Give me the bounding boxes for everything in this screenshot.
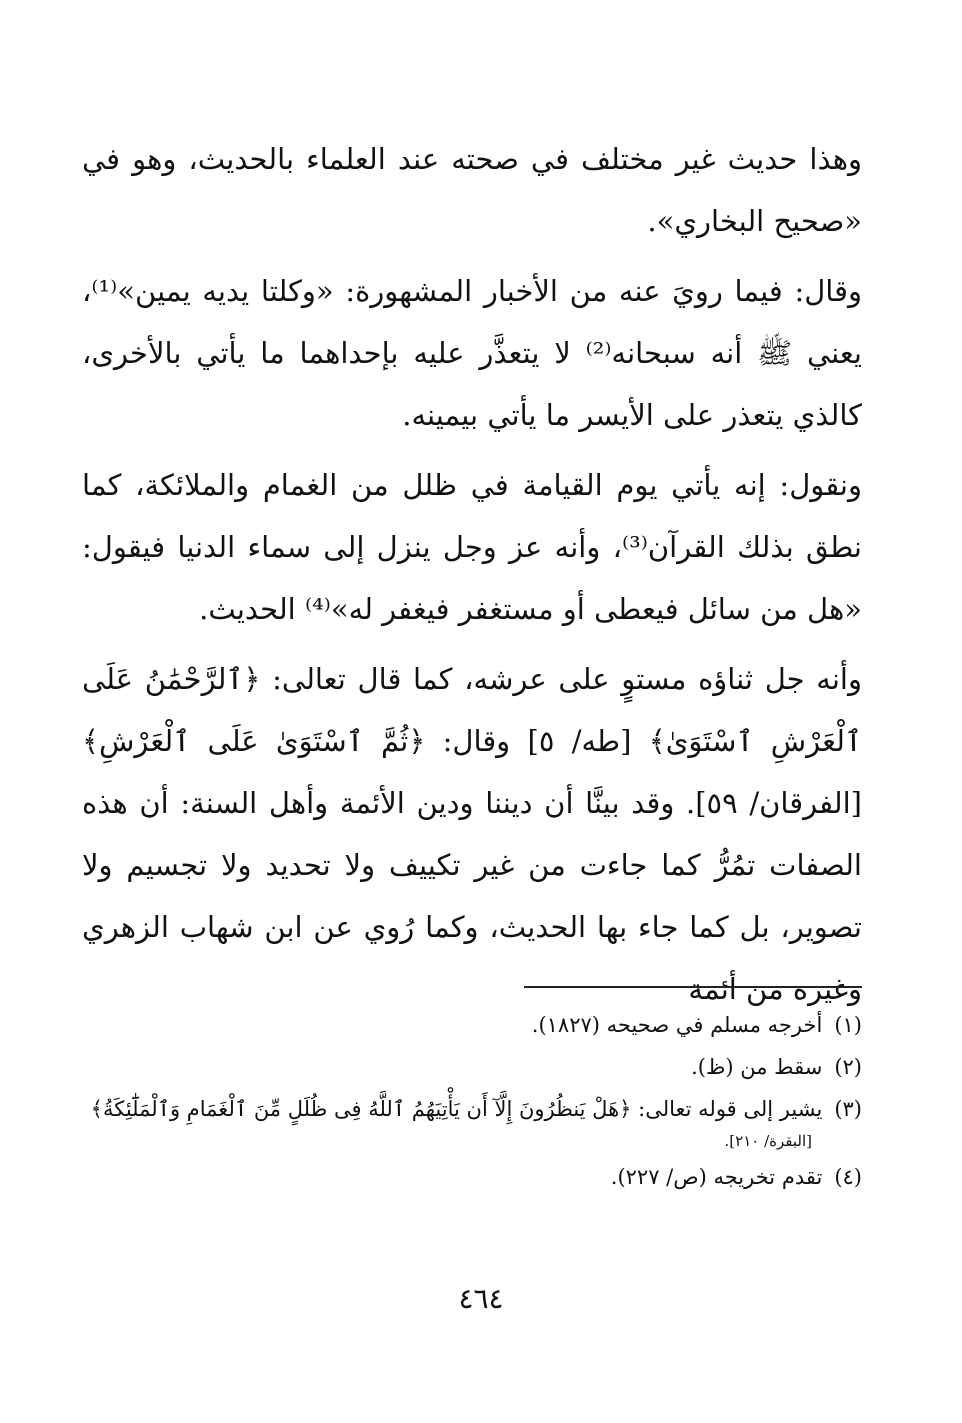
footnote-divider — [524, 986, 862, 988]
footnote-2 — [82, 1048, 862, 1086]
footnote-text: تقدم تخريجه (ص/ ٢٢٧). — [610, 1165, 823, 1189]
paragraph-4: وأنه جل ثناؤه مستوٍ على عرشه، كما قال تعالى: ﴿ٱلرَّحْمَٰنُ عَلَى ٱلْعَرْشِ ٱسْتَوَىٰ﴾ [طه/ ٥] وقال: ﴿ثُمَّ ٱسْتَوَىٰ عَلَى ٱلْعَرْشِ﴾ [الفرقان/ ٥٩]. وقد بينَّا أن ديننا ودين الأئمة وأهل السنة: أن هذه الصفات تمُرُّ كما جاءت من غير تكييف ولا تحديد ولا تجسيم ولا تصوير، بل كما جاء بها الحديث، وكما رُوي عن ابن شهاب الزهري وغيره من أئمة — [82, 662, 862, 1006]
page-number: ٤٦٤ — [458, 1282, 504, 1315]
footnote-4 — [82, 1158, 862, 1196]
paragraph-2: وقال: فيما رويَ عنه من الأخبار المشهورة: «وكلتا يديه يمين»⁽¹⁾، يعني ﷺ أنه سبحانه⁽²⁾ لا يتعذَّر عليه بإحداهما ما يأتي بالأخرى، كالذي يتعذر على الأيسر ما يأتي بيمينه. — [82, 274, 862, 432]
footnote-number: (٤) — [834, 1165, 862, 1189]
footnote-1 — [82, 1006, 862, 1044]
footnote-number: (٣) — [834, 1097, 862, 1121]
paragraph-1: وهذا حديث غير مختلف في صحته عند العلماء بالحديث، وهو في «صحيح البخاري». — [82, 142, 862, 238]
footnote-number: (١) — [834, 1013, 862, 1037]
footnote-text: سقط من (ظ). — [691, 1055, 823, 1079]
footnote-number: (٢) — [834, 1055, 862, 1079]
footnote-reference: [البقرة/ ٢١٠]. — [724, 1132, 812, 1150]
footnotes — [82, 1006, 862, 1200]
paragraph-3: ونقول: إنه يأتي يوم القيامة في ظلل من الغمام والملائكة، كما نطق بذلك القرآن⁽³⁾، وأنه عز وجل ينزل إلى سماء الدنيا فيقول: «هل من سائل فيعطى أو مستغفر فيغفر له»⁽⁴⁾ الحديث. — [82, 468, 862, 626]
footnote-text: أخرجه مسلم في صحيحه (١٨٢٧). — [531, 1013, 823, 1037]
footnote-3 — [82, 1090, 862, 1154]
footnote-text: يشير إلى قوله تعالى: ﴿هَلْ يَنظُرُونَ إِلَّآ أَن يَأْتِيَهُمُ ٱللَّهُ فِى ظُلَلٍ مِّنَ ٱلْغَمَامِ وَٱلْمَلَٰٓئِكَةُ﴾ — [90, 1097, 823, 1121]
